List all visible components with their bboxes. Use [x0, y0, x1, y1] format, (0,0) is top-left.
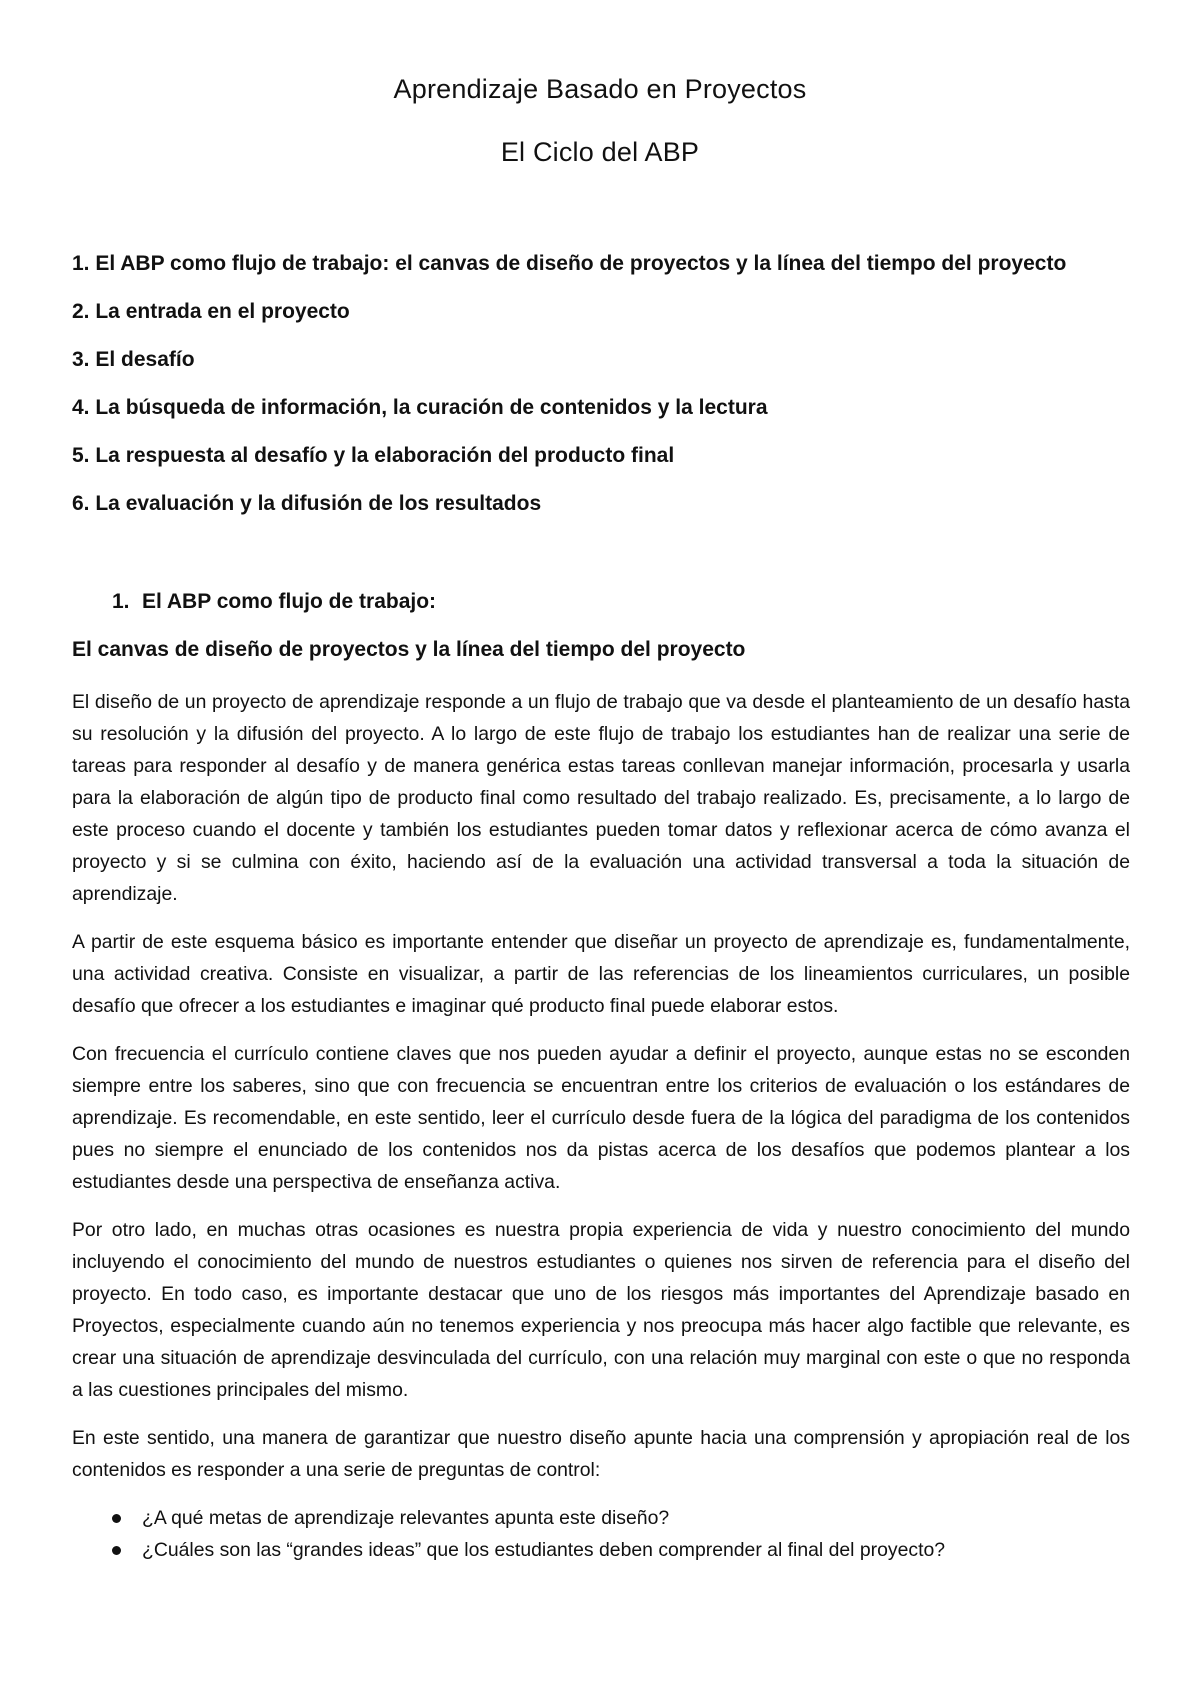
paragraph: En este sentido, una manera de garantizar que nuestro diseño apunte hacia una comprensión y apropiación real de los contenidos es responder a una serie de preguntas de control:	[72, 1427, 1130, 1481]
bullet-text: ¿A qué metas de aprendizaje relevantes apunta este diseño?	[142, 1507, 670, 1529]
toc-item: 5. La respuesta al desafío y la elaboración del producto final	[72, 444, 675, 467]
paragraph: Con frecuencia el currículo contiene claves que nos pueden ayudar a definir el proyecto, aunque estas no se esconden siempre entre los saberes, sino que con frecuencia se encuentran entre los criterios de evaluación o los estándares de aprendizaje. Es recomendable, en este sentido, leer el currículo desde fuera de la lógica del paradigma de los contenidos pues no siempre el enunciado de los contenidos nos da pistas acerca de los desafíos que podemos plantear a los estudiantes desde una perspectiva de enseñanza activa.	[72, 1043, 1130, 1193]
section-body	[72, 686, 1130, 1566]
document-title: Aprendizaje Basado en Proyectos	[393, 74, 807, 104]
section-subheading: El canvas de diseño de proyectos y la línea del tiempo del proyecto	[72, 638, 746, 661]
section-heading-text: El ABP como flujo de trabajo:	[142, 590, 437, 613]
toc-item: 6. La evaluación y la difusión de los resultados	[72, 492, 542, 515]
toc-item: 3. El desafío	[72, 348, 195, 371]
bullet-dot-icon	[112, 1546, 121, 1555]
table-of-contents	[72, 249, 1132, 537]
paragraph: Por otro lado, en muchas otras ocasiones es nuestra propia experiencia de vida y nuestro conocimiento del mundo incluyendo el conocimiento del mundo de nuestros estudiantes o quienes nos sirven de referencia para el diseño del proyecto. En todo caso, es importante destacar que uno de los riesgos más importantes del Aprendizaje basado en Proyectos, especialmente cuando aún no tenemos experiencia y nos preocupa más hacer algo factible que relevante, es crear una situación de aprendizaje desvinculada del currículo, con una relación muy marginal con este o que no responda a las cuestiones principales del mismo.	[72, 1219, 1130, 1401]
section-number: 1.	[112, 590, 130, 613]
paragraph: El diseño de un proyecto de aprendizaje responde a un flujo de trabajo que va desde el planteamiento de un desafío hasta su resolución y la difusión del proyecto. A lo largo de este flujo de trabajo los estudiantes han de realizar una serie de tareas para responder al desafío y de manera genérica estas tareas conllevan manejar información, procesarla y usarla para la elaboración de algún tipo de producto final como resultado del trabajo realizado. Es, precisamente, a lo largo de este proceso cuando el docente y también los estudiantes pueden tomar datos y reflexionar acerca de cómo avanza el proyecto y si se culmina con éxito, haciendo así de la evaluación una actividad transversal a toda la situación de aprendizaje.	[72, 691, 1130, 905]
bullet-item	[72, 1534, 1130, 1566]
section-heading	[112, 590, 436, 614]
toc-item: 4. La búsqueda de información, la curación de contenidos y la lectura	[72, 396, 768, 419]
bullet-text: ¿Cuáles son las “grandes ideas” que los estudiantes deben comprender al final del proyecto?	[142, 1539, 946, 1561]
bullet-item	[72, 1502, 1130, 1534]
toc-item: 2. La entrada en el proyecto	[72, 300, 350, 323]
document-subtitle: El Ciclo del ABP	[500, 137, 700, 167]
paragraph: A partir de este esquema básico es importante entender que diseñar un proyecto de aprendizaje es, fundamentalmente, una actividad creativa. Consiste en visualizar, a partir de las referencias de los lineamientos curriculares, un posible desafío que ofrecer a los estudiantes e imaginar qué producto final puede elaborar estos.	[72, 931, 1130, 1017]
toc-item: 1. El ABP como flujo de trabajo: el canvas de diseño de proyectos y la línea del tiempo del proyecto	[72, 252, 1067, 275]
bullet-dot-icon	[112, 1514, 121, 1523]
control-questions-list	[72, 1502, 1130, 1566]
